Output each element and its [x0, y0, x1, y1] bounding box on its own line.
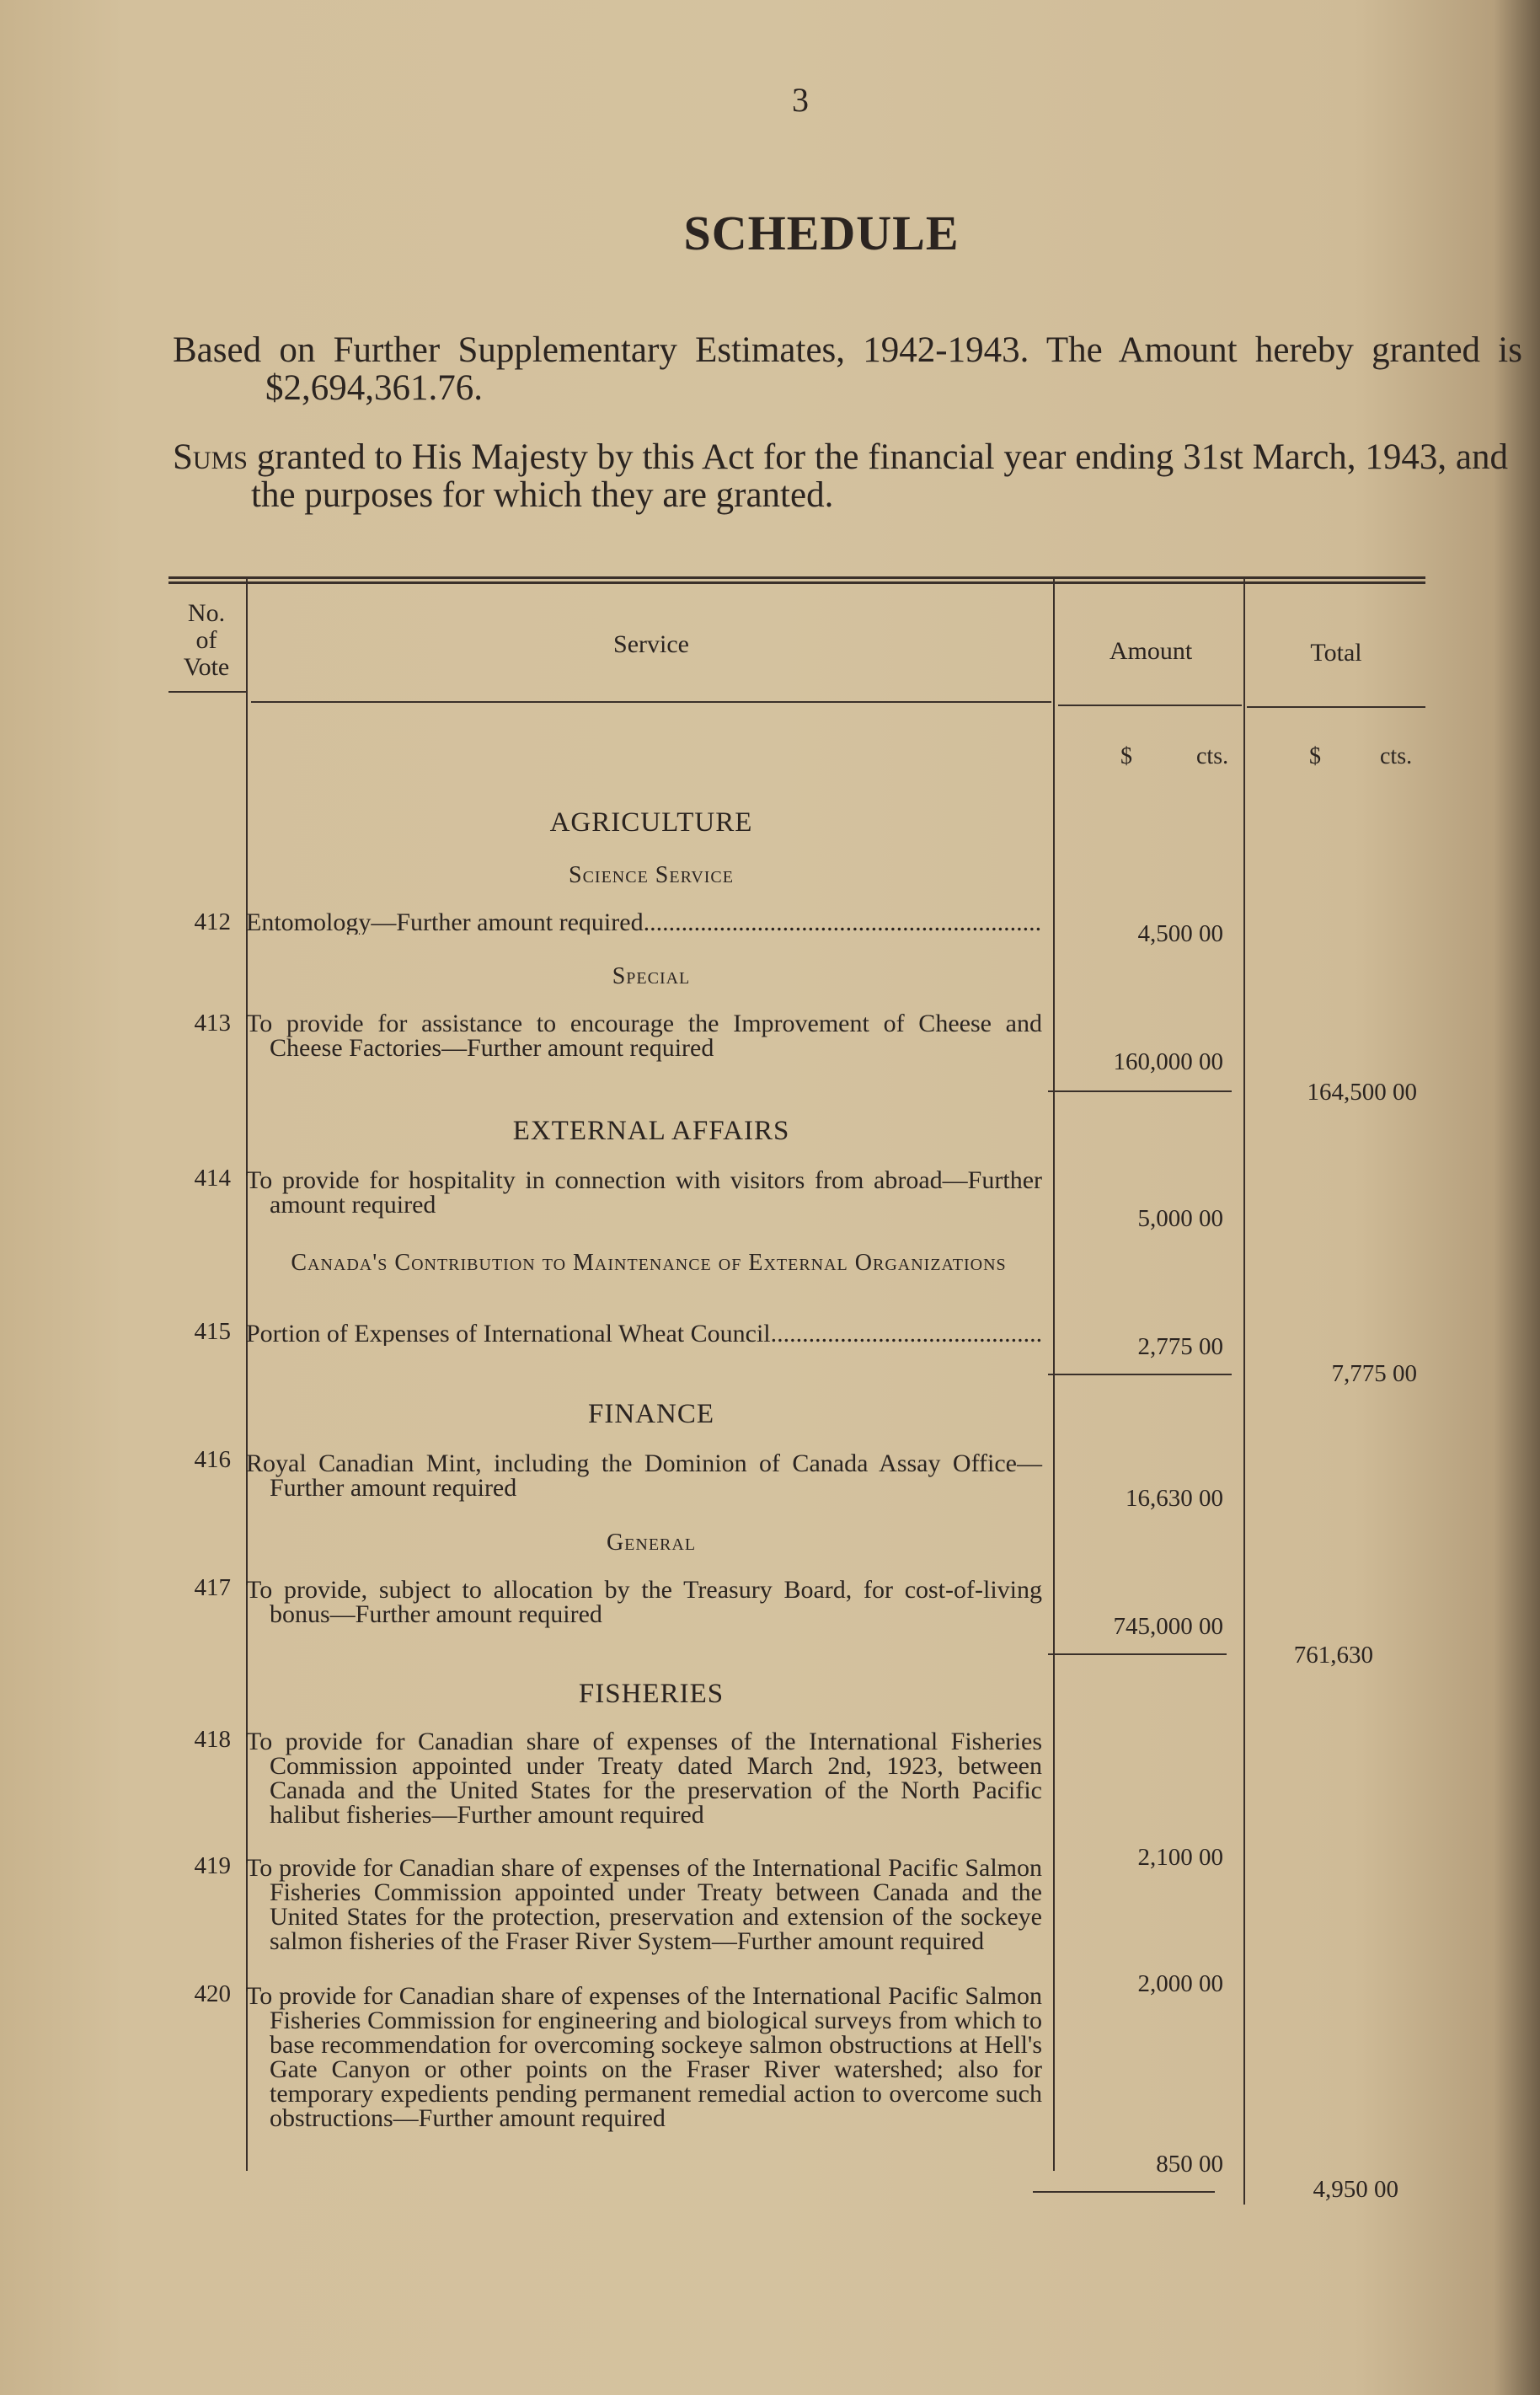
- vote-number: 418: [194, 1726, 231, 1753]
- header-rule-total: [1247, 706, 1425, 708]
- total-agriculture: 164,500 00: [1307, 1079, 1417, 1106]
- header-rule-service: [251, 701, 1051, 703]
- subsection-science-service: Science Service: [569, 862, 734, 888]
- subsection-canada-contribution: Canada's Contribution to Maintenance of External Organizations: [291, 1250, 1007, 1276]
- amount-value: 745,000 00: [1113, 1613, 1223, 1640]
- header-total: Total: [1310, 639, 1362, 667]
- table-top-rule: [168, 576, 1425, 584]
- vote-number: 415: [194, 1318, 231, 1345]
- total-cents-unit: cts.: [1380, 743, 1413, 769]
- service-description: To provide for assistance to encourage the Improvement of Cheese and Cheese Factories—Further amount required: [246, 1010, 1042, 1062]
- section-finance: FINANCE: [587, 1399, 714, 1429]
- vote-number: 416: [194, 1446, 231, 1473]
- amount-value: 2,000 00: [1137, 1970, 1223, 1997]
- intro-paragraph-sums: [173, 438, 1508, 514]
- section-agriculture: AGRICULTURE: [549, 807, 753, 838]
- total-fisheries: 4,950 00: [1313, 2176, 1398, 2203]
- intro-lead-word: Sums: [173, 437, 248, 477]
- service-description: Portion of Expenses of International Wheat Council .....: [246, 1321, 1042, 1346]
- subtotal-rule-fisheries: [1033, 2191, 1215, 2193]
- vote-number: 414: [194, 1165, 231, 1192]
- header-vote-no: No.: [187, 599, 226, 627]
- service-description: To provide for Canadian share of expenses of the International Fisheries Commission appointed under Treaty dated March 2nd, 1923, between Canada and the United States for the preservation of the North Pacific halibut fisheries—Further amount required: [246, 1728, 1042, 1829]
- amount-value: 160,000 00: [1113, 1048, 1223, 1075]
- page-title: SCHEDULE: [683, 206, 960, 260]
- vote-number: 412: [194, 908, 231, 935]
- column-divider-amount: [1243, 576, 1245, 2205]
- vote-number: 420: [194, 1980, 231, 2007]
- intro-paragraph-text: granted to His Majesty by this Act for the financial year ending 31st March, 1943, and the purposes for which they are granted.: [247, 437, 1508, 516]
- subsection-special: Special: [612, 963, 691, 989]
- amount-value: 16,630 00: [1126, 1485, 1223, 1512]
- amount-value: 850 00: [1156, 2151, 1223, 2178]
- amount-cents-unit: cts.: [1196, 743, 1229, 769]
- service-description: Royal Canadian Mint, including the Dominion of Canada Assay Office—Further amount required: [246, 1449, 1042, 1502]
- vote-number: 413: [194, 1010, 231, 1037]
- amount-value: 4,500 00: [1137, 920, 1223, 947]
- amount-value: 2,100 00: [1137, 1844, 1223, 1871]
- total-dollar-unit: $: [1309, 743, 1321, 769]
- subtotal-rule-finance: [1048, 1653, 1227, 1655]
- header-vote-of: of: [195, 626, 217, 654]
- vote-number: 419: [194, 1852, 231, 1879]
- header-service: Service: [613, 630, 689, 658]
- header-vote-vote: Vote: [183, 653, 230, 681]
- service-description: To provide for Canadian share of expenses of the International Pacific Salmon Fisheries Commission appointed under Treaty between Canada and the United States for the protection, preservation and extension of the sockeye salmon fisheries of the Fraser River System—Further amount required: [246, 1854, 1042, 1955]
- subtotal-rule-agriculture: [1048, 1090, 1232, 1092]
- header-rule-amount: [1058, 705, 1242, 706]
- amount-value: 2,775 00: [1137, 1333, 1223, 1360]
- page-number: 3: [792, 81, 809, 119]
- intro-paragraph-estimates: Based on Further Supplementary Estimates, 1942-1943. The Amount hereby granted is $2,694,361.76.: [173, 330, 1522, 409]
- vote-number: 417: [194, 1574, 231, 1601]
- header-rule-vote: [168, 691, 246, 693]
- service-description: To provide for Canadian share of expenses of the International Pacific Salmon Fisheries Commission for engineering and biological surveys from which to base recommendation for overcoming sockeye salmon obstructions at Hell's Gate Canyon or other points on the Fraser River watershed; also for temporary expedients pending permanent remedial action to overcome such obstructions—Further amount required: [246, 1982, 1042, 2132]
- header-amount: Amount: [1109, 637, 1193, 665]
- section-fisheries: FISHERIES: [578, 1679, 725, 1709]
- service-description: To provide, subject to allocation by the Treasury Board, for cost-of-living bonus—Further amount required: [246, 1576, 1042, 1628]
- service-description: To provide for hospitality in connection with visitors from abroad—Further amount required: [246, 1166, 1042, 1219]
- total-finance: 761,630: [1293, 1642, 1373, 1669]
- total-external-affairs: 7,775 00: [1331, 1360, 1417, 1387]
- service-description: Entomology—Further amount required .....: [246, 910, 1042, 935]
- subtotal-rule-external-affairs: [1048, 1374, 1232, 1375]
- amount-value: 5,000 00: [1137, 1205, 1223, 1232]
- section-external-affairs: EXTERNAL AFFAIRS: [512, 1116, 790, 1146]
- subsection-general: General: [606, 1530, 697, 1556]
- amount-dollar-unit: $: [1120, 743, 1132, 769]
- header-vote: [168, 600, 244, 681]
